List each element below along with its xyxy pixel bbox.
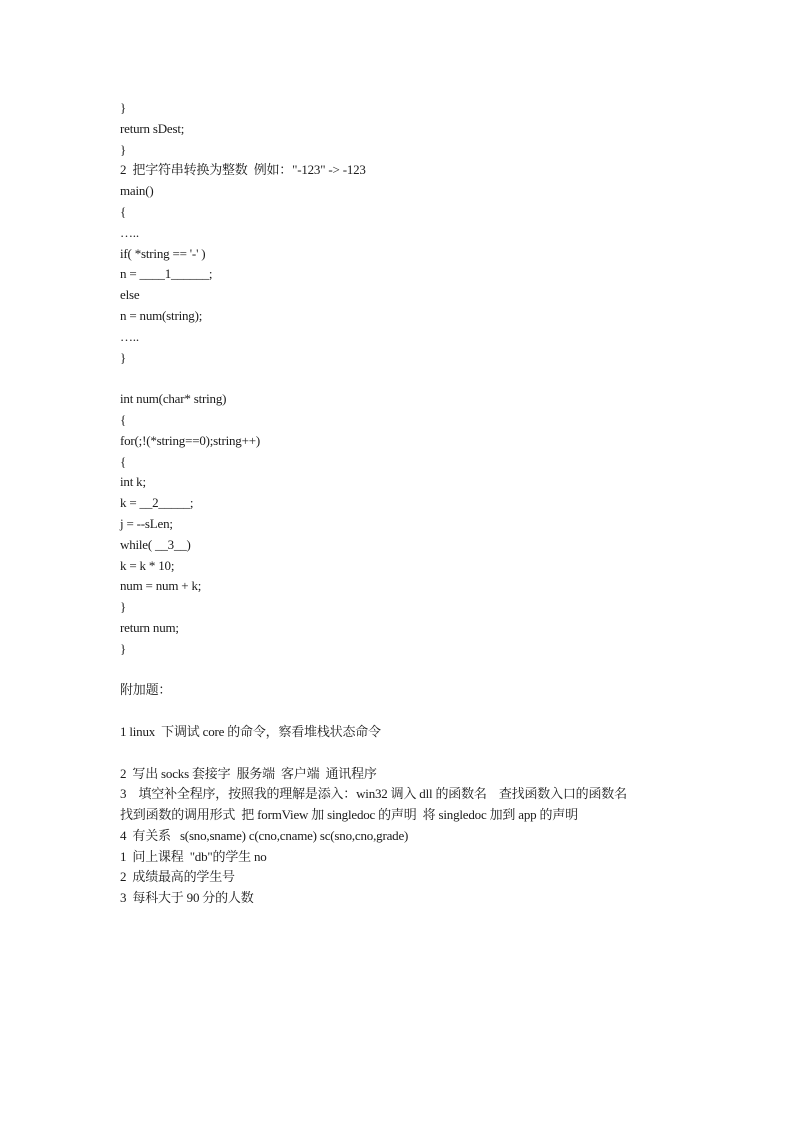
code-line: for(;!(*string==0);string++) <box>120 432 260 448</box>
extra-question-3: 3 填空补全程序，按照我的理解是添入：win32 调入 dll 的函数名 查找函数入口的函数名 <box>120 786 627 802</box>
sub-question-3: 3 每科大于 90 分的人数 <box>120 890 254 906</box>
sub-question-2: 2 成绩最高的学生号 <box>120 869 235 885</box>
code-line: return sDest; <box>120 120 185 136</box>
code-line: int k; <box>120 474 146 490</box>
code-line: } <box>120 599 127 615</box>
code-line: n = num(string); <box>120 307 203 323</box>
code-line: { <box>120 203 127 219</box>
document-page <box>120 98 760 909</box>
code-line: { <box>120 411 127 427</box>
blank-line <box>120 368 760 389</box>
code-line: } <box>120 640 127 656</box>
code-line: j = --sLen; <box>120 515 173 531</box>
sub-question-1: 1 问上课程 "db"的学生 no <box>120 848 267 864</box>
code-line: else <box>120 287 140 303</box>
code-line: } <box>120 349 127 365</box>
code-line-blank-3: while( __3__) <box>120 536 191 552</box>
question-heading: 2 把字符串转换为整数 例如："-123" -> -123 <box>120 162 366 178</box>
code-line: main() <box>120 183 154 199</box>
extra-question-2: 2 写出 socks 套接字 服务端 客户端 通讯程序 <box>120 765 377 781</box>
extra-question-1: 1 linux 下调试 core 的命令，察看堆栈状态命令 <box>120 723 381 739</box>
code-line: int num(char* string) <box>120 391 227 407</box>
code-line: k = k * 10; <box>120 557 175 573</box>
blank-line <box>120 701 760 722</box>
blank-line <box>120 743 760 764</box>
code-line: return num; <box>120 619 179 635</box>
section-heading-extra-questions: 附加题： <box>120 682 172 698</box>
code-line: if( *string == '-' ) <box>120 245 206 261</box>
code-line: } <box>120 100 127 115</box>
code-line: ….. <box>120 224 139 240</box>
code-line: ….. <box>120 328 139 344</box>
extra-question-4: 4 有关系 s(sno,sname) c(cno,cname) sc(sno,cno,grade) <box>120 827 409 843</box>
code-line-blank-2: k = __2_____; <box>120 495 194 511</box>
extra-question-3-continued: 找到函数的调用形式 把 formView 加 singledoc 的声明 将 singledoc 加到 app 的声明 <box>120 807 578 823</box>
code-line: num = num + k; <box>120 578 202 594</box>
blank-line <box>120 660 760 681</box>
code-line-blank-1: n = ____1______; <box>120 266 213 282</box>
code-line: } <box>120 141 127 157</box>
code-line: { <box>120 453 127 469</box>
